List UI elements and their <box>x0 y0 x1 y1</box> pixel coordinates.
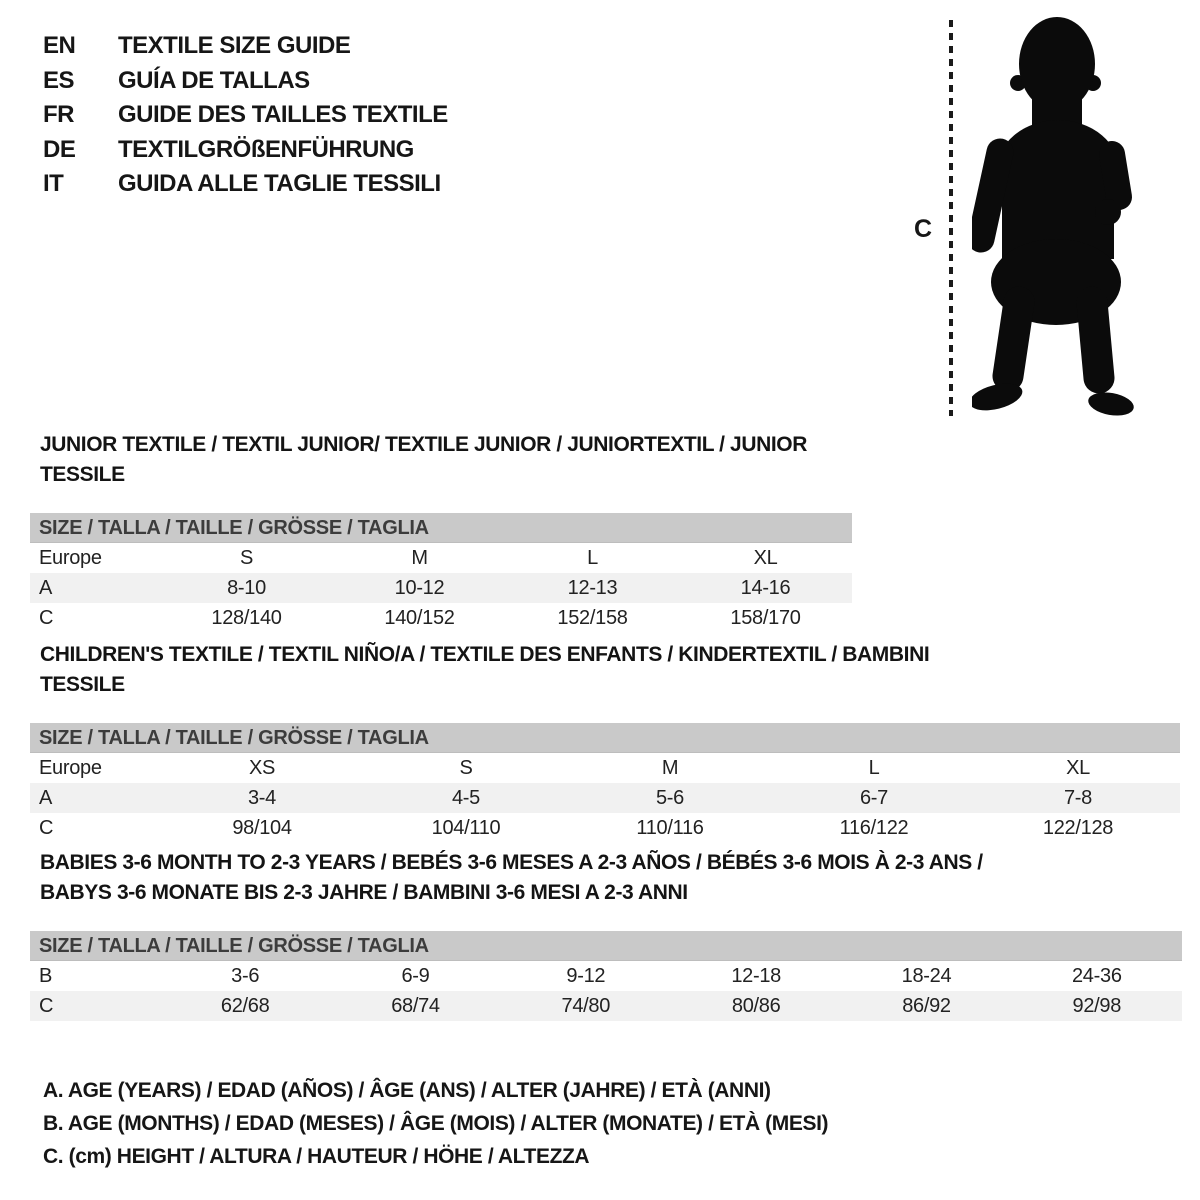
table-row <box>30 573 852 603</box>
leg-left <box>1008 302 1019 376</box>
leg-right <box>1092 302 1099 378</box>
row-label: Europe <box>39 756 102 779</box>
lang-code: EN <box>43 32 76 59</box>
section-title: JUNIOR TEXTILE / TEXTIL JUNIOR/ TEXTILE JUNIOR / JUNIORTEXTIL / JUNIOR TESSILE <box>40 433 807 486</box>
size-cell: 4-5 <box>451 786 480 809</box>
legend-line-a: A. AGE (YEARS) / EDAD (AÑOS) / ÂGE (ANS) / ALTER (JAHRE) / ETÀ (ANNI) <box>43 1079 771 1102</box>
size-cell: 158/170 <box>730 606 801 629</box>
lang-row-de <box>43 136 448 171</box>
size-cell: L <box>868 756 880 779</box>
hand-right <box>1095 199 1121 225</box>
junior-textile-section <box>30 430 852 633</box>
size-cell: 62/68 <box>220 994 270 1017</box>
foot-right <box>1086 389 1135 418</box>
guide-title: GUÍA DE TALLAS <box>118 66 310 94</box>
section-title: BABIES 3-6 MONTH TO 2-3 YEARS / BEBÉS 3-6 MESES A 2-3 AÑOS / BÉBÉS 3-6 MOIS À 2-3 ANS / BABYS 3-6 MONATE BIS 2-3 JAHRE / BAMBINI 3-6 MESI A 2-3 ANNI <box>40 851 983 904</box>
size-cell: 9-12 <box>566 964 606 987</box>
row-label: C <box>39 816 54 839</box>
size-table-header: SIZE / TALLA / TAILLE / GRÖSSE / TAGLIA <box>30 513 852 543</box>
lang-code: IT <box>43 170 64 197</box>
row-label: B <box>39 964 53 987</box>
size-cell: 8-10 <box>227 576 266 599</box>
guide-title: GUIDE DES TAILLES TEXTILE <box>118 101 448 128</box>
size-table-header: SIZE / TALLA / TAILLE / GRÖSSE / TAGLIA <box>30 931 1182 961</box>
lang-code: ES <box>43 66 75 94</box>
size-cell: 92/98 <box>1072 994 1122 1017</box>
table-row <box>30 991 1182 1021</box>
arm-right <box>1112 154 1119 197</box>
size-cell: 6-9 <box>401 964 430 987</box>
lang-row-en <box>43 32 448 67</box>
size-cell: M <box>411 546 428 569</box>
junior-size-table <box>30 513 852 633</box>
babies-textile-section <box>30 848 1182 1021</box>
size-cell: 24-36 <box>1071 964 1122 987</box>
size-cell: 86/92 <box>902 994 951 1017</box>
lang-row-es <box>43 67 448 102</box>
guide-title: TEXTILE SIZE GUIDE <box>118 32 351 59</box>
babies-size-table <box>30 931 1182 1021</box>
size-cell: 152/158 <box>557 606 628 629</box>
size-cell: 18-24 <box>901 964 952 987</box>
size-cell: XL <box>753 546 778 569</box>
size-cell: 6-7 <box>859 786 888 809</box>
height-measure-dashed-line <box>949 20 953 416</box>
size-cell: 104/110 <box>431 816 501 839</box>
size-cell: 14-16 <box>740 576 791 599</box>
lang-row-fr <box>43 101 448 136</box>
size-cell: 110/116 <box>636 816 704 839</box>
size-cell: 5-6 <box>655 786 684 809</box>
table-row <box>30 603 852 633</box>
language-title-block <box>43 32 448 205</box>
size-cell: 12-13 <box>567 576 618 599</box>
size-cell: 7-8 <box>1063 786 1092 809</box>
section-title: CHILDREN'S TEXTILE / TEXTIL NIÑO/A / TEXTILE DES ENFANTS / KINDERTEXTIL / BAMBINI TESSILE <box>40 643 930 696</box>
toddler-silhouette <box>972 14 1144 418</box>
size-cell: XL <box>1066 756 1090 779</box>
row-label: C <box>39 606 54 629</box>
size-cell: S <box>239 546 254 569</box>
legend-line-b: B. AGE (MONTHS) / EDAD (MESES) / ÂGE (MOIS) / ALTER (MONATE) / ETÀ (MESI) <box>43 1112 829 1135</box>
arm-left <box>981 152 1000 239</box>
lang-code: FR <box>43 101 74 128</box>
guide-title: GUIDA ALLE TAGLIE TESSILI <box>118 170 441 197</box>
size-cell: 10-12 <box>394 576 445 599</box>
legend-line-c: C. (cm) HEIGHT / ALTURA / HAUTEUR / HÖHE / ALTEZZA <box>43 1145 590 1168</box>
size-cell: 3-4 <box>247 786 276 809</box>
table-row <box>30 543 852 573</box>
size-cell: 116/122 <box>839 816 909 839</box>
lang-row-it <box>43 170 448 205</box>
size-cell: 74/80 <box>561 994 611 1017</box>
table-row <box>30 783 1180 813</box>
size-cell: M <box>661 756 679 779</box>
legend <box>43 1074 828 1173</box>
row-label: A <box>39 576 53 599</box>
children-textile-section <box>30 640 1180 843</box>
size-cell: 128/140 <box>211 606 282 629</box>
table-row <box>30 961 1182 991</box>
size-cell: 98/104 <box>232 816 292 839</box>
size-cell: 122/128 <box>1042 816 1114 839</box>
row-label: Europe <box>39 546 102 569</box>
guide-title: TEXTILGRÖßENFÜHRUNG <box>118 135 414 163</box>
size-cell: 12-18 <box>731 964 781 987</box>
size-cell: 80/86 <box>731 994 781 1017</box>
height-measure-label: C <box>914 215 933 243</box>
table-row <box>30 753 1180 783</box>
size-cell: 3-6 <box>231 964 260 987</box>
children-size-table <box>30 723 1180 843</box>
size-cell: 140/152 <box>384 606 455 629</box>
size-cell: L <box>587 546 598 569</box>
size-cell: 68/74 <box>391 994 440 1017</box>
size-cell: XS <box>248 756 276 779</box>
row-label: C <box>39 994 54 1017</box>
lang-code: DE <box>43 135 76 163</box>
size-cell: S <box>459 756 473 779</box>
row-label: A <box>39 786 53 809</box>
size-table-header: SIZE / TALLA / TAILLE / GRÖSSE / TAGLIA <box>30 723 1180 753</box>
table-row <box>30 813 1180 843</box>
